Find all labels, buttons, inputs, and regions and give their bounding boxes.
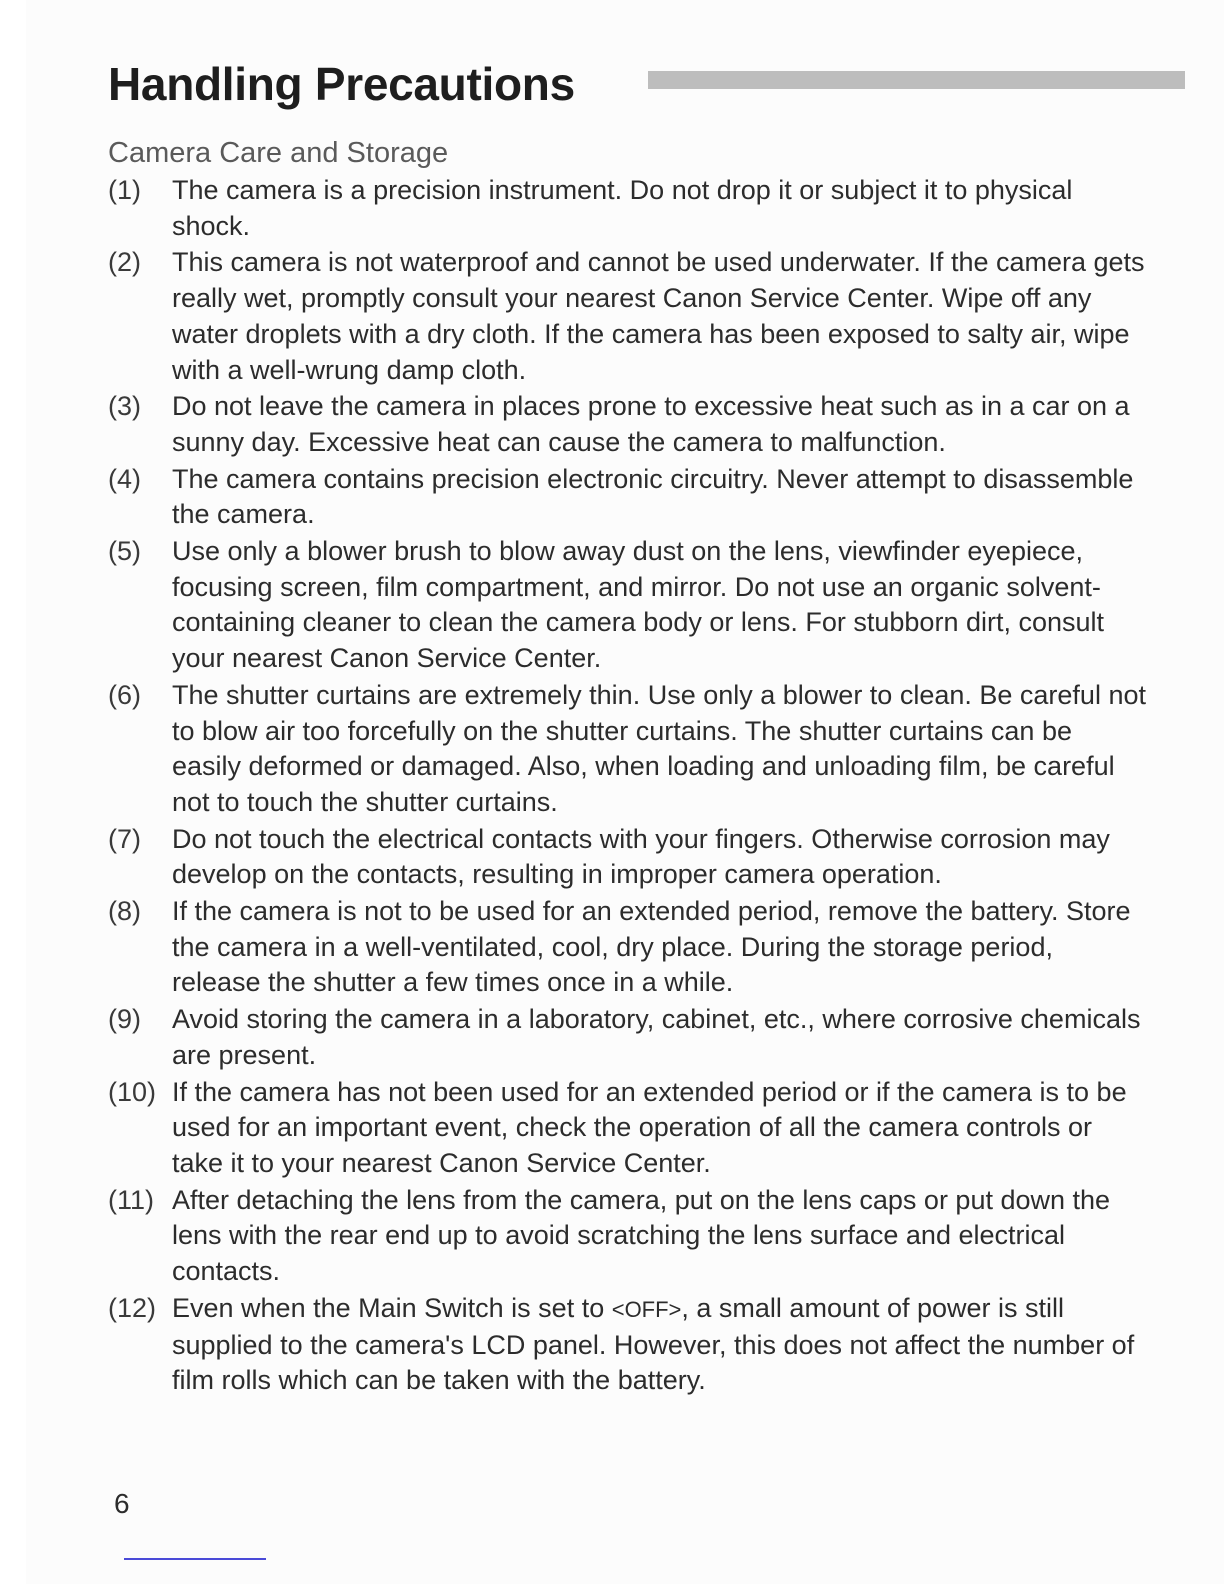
precautions-list <box>108 173 1148 1400</box>
item-number: (5) <box>108 536 141 567</box>
item-text: The camera contains precision electronic circuitry. Never attempt to disassemble the camera. <box>172 463 1134 530</box>
list-item <box>108 894 1148 1001</box>
title-row <box>108 56 1188 112</box>
item-text: The shutter curtains are extremely thin. Use only a blower to clean. Be careful not to blow air too forcefully on the shutter curtains. The shutter curtains can be easily deformed or damaged. Also, when loading and unloading film, be careful not to touch the shutter curtains. <box>172 679 1146 817</box>
section-heading: Camera Care and Storage <box>108 137 449 169</box>
list-item <box>108 534 1148 677</box>
list-item <box>108 678 1148 821</box>
title-rule <box>648 71 1185 89</box>
item-number: (9) <box>108 1004 141 1035</box>
list-item <box>108 462 1148 533</box>
item-text: The camera is a precision instrument. Do not drop it or subject it to physical shock. <box>172 175 1073 241</box>
item-number: (8) <box>108 896 141 927</box>
item-number: (7) <box>108 823 141 854</box>
switch-position-label: <OFF> <box>611 1296 682 1322</box>
item-text: After detaching the lens from the camera, put on the lens caps or put down the lens with the rear end up to avoid scratching the lens surface and electrical contacts. <box>172 1184 1111 1287</box>
list-item <box>108 389 1148 460</box>
list-item <box>108 1183 1148 1290</box>
item-number: (12) <box>108 1292 157 1323</box>
item-text: Use only a blower brush to blow away dust on the lens, viewfinder eyepiece, focusing screen, film compartment, and mirror. Do not use an organic solvent-containing cleaner to clean the camera body or lens. For stubborn dirt, consult your nearest Canon Service Center. <box>172 536 1105 674</box>
item-number: (3) <box>108 391 141 422</box>
list-item <box>108 173 1148 244</box>
item-number: (11) <box>108 1184 155 1215</box>
footer-line <box>124 1558 266 1560</box>
page-number: 6 <box>114 1488 130 1519</box>
item-text: Do not touch the electrical contacts with your fingers. Otherwise corrosion may develop on the contacts, resulting in improper camera operation. <box>172 823 1110 890</box>
page-title: Handling Precautions <box>108 58 575 110</box>
list-item <box>108 245 1148 388</box>
list-item <box>108 1291 1148 1399</box>
list-item <box>108 822 1148 893</box>
item-text-after: , a small amount of power is still supplied to the camera's LCD panel. However, this does not affect the number of film rolls which can be taken with the battery. <box>172 1292 1135 1396</box>
list-item <box>108 1002 1148 1073</box>
item-number: (10) <box>108 1076 157 1107</box>
item-number: (4) <box>108 463 141 494</box>
item-number: (2) <box>108 247 141 278</box>
item-number: (1) <box>108 175 141 205</box>
item-text: Do not leave the camera in places prone to excessive heat such as in a car on a sunny day. Excessive heat can cause the camera to malfunction. <box>172 391 1130 457</box>
item-text: Avoid storing the camera in a laboratory, cabinet, etc., where corrosive chemicals are present. <box>172 1004 1141 1070</box>
page-margin <box>0 0 26 1584</box>
list-item <box>108 1075 1148 1182</box>
item-text-before: Even when the Main Switch is set to <box>172 1292 612 1323</box>
item-text <box>172 1291 1148 1399</box>
item-text: If the camera is not to be used for an extended period, remove the battery. Store the camera in a well-ventilated, cool, dry place. During the storage period, release the shutter a few times once in a while. <box>172 896 1131 998</box>
item-number: (6) <box>108 679 141 710</box>
item-text: If the camera has not been used for an extended period or if the camera is to be used for an important event, check the operation of all the camera controls or take it to your nearest Canon Service Center. <box>172 1076 1127 1178</box>
item-text: This camera is not waterproof and cannot be used underwater. If the camera gets really wet, promptly consult your nearest Canon Service Center. Wipe off any water droplets with a dry cloth. If the camera has been exposed to salty air, wipe with a well-wrung damp cloth. <box>172 247 1145 385</box>
